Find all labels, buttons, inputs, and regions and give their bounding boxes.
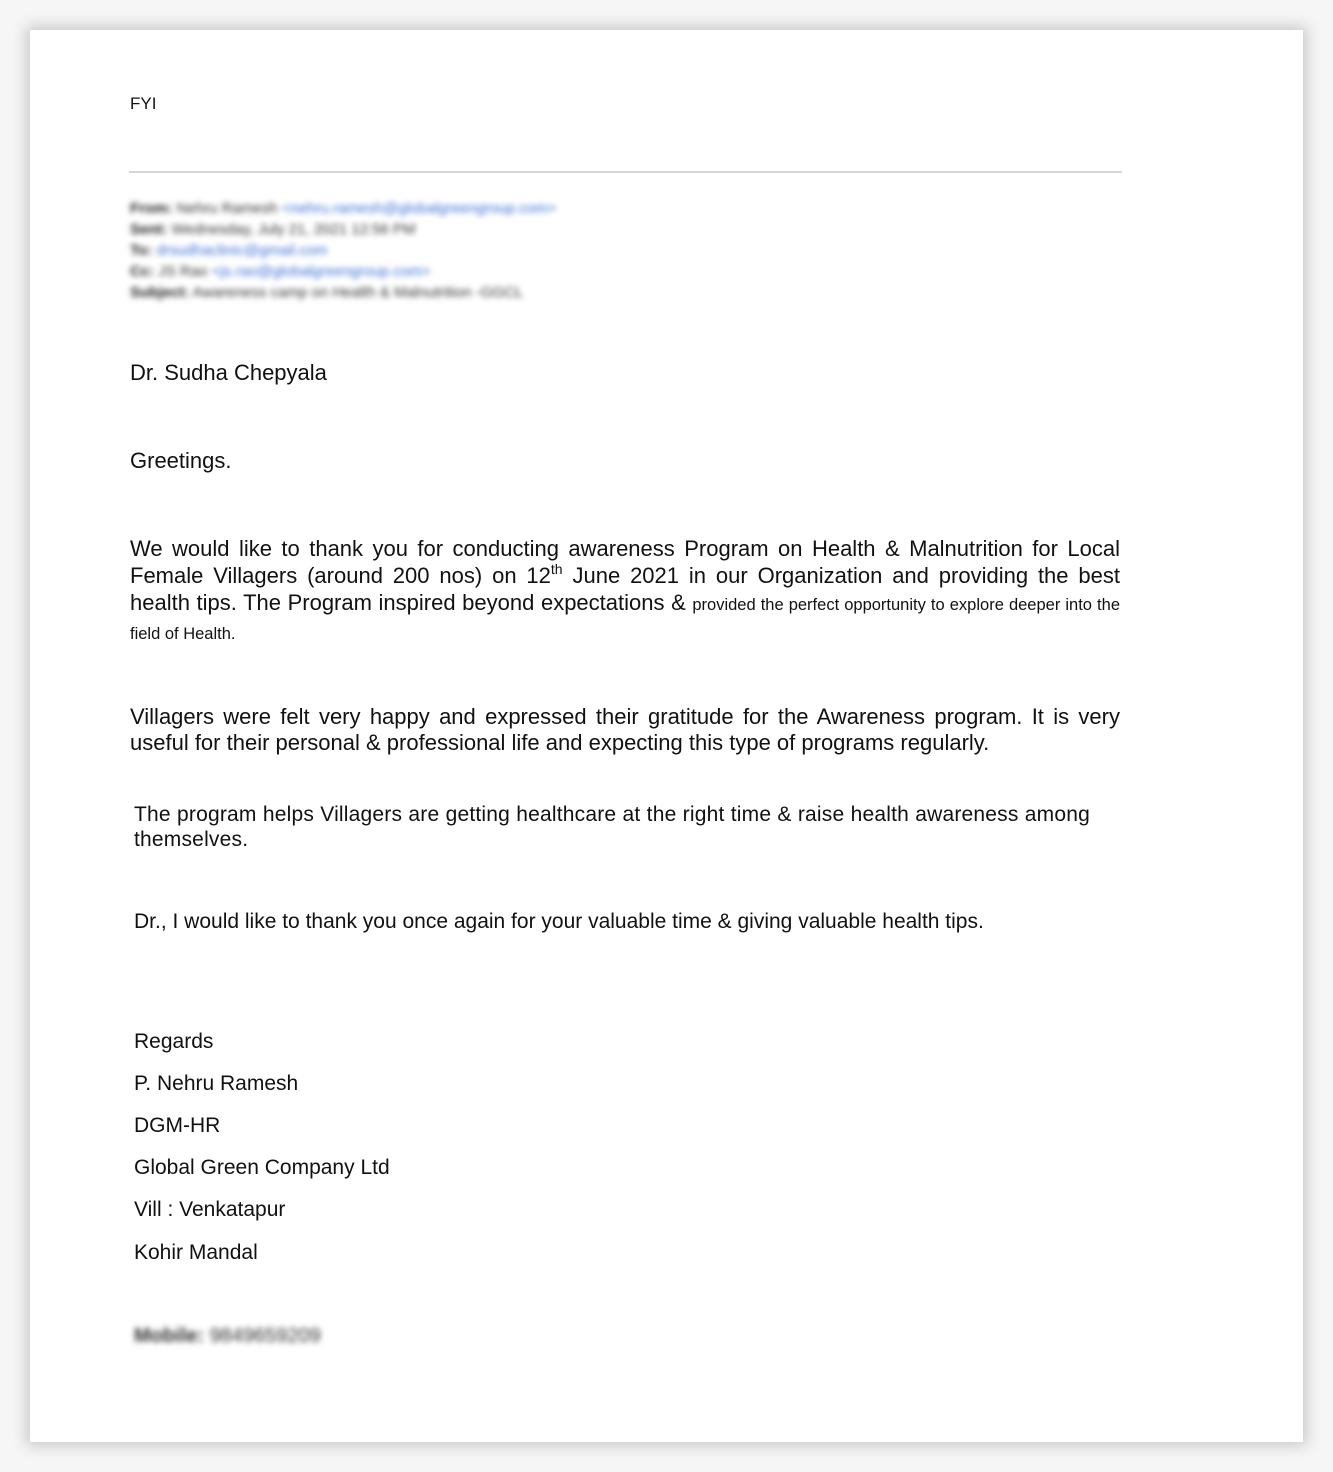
cc-email-link[interactable]: <js.rao@globalgreengroup.com> <box>211 263 431 280</box>
signature-mandal: Kohir Mandal <box>134 1241 258 1264</box>
date-ordinal-suffix: th <box>550 561 563 577</box>
to-email-link[interactable]: drsudhaclinic@gmail.com <box>156 242 328 259</box>
subject-text: Awareness camp on Health & Malnutrition -GGCL <box>192 284 524 301</box>
body-paragraph-3: The program helps Villagers are getting healthcare at the right time & raise health awareness among themselves. <box>134 803 1090 851</box>
email-header-blurred <box>130 198 556 303</box>
body-paragraph-4: Dr., I would like to thank you once again for your valuable time & giving valuable health tips. <box>134 910 984 933</box>
from-email-link[interactable]: <nehru.ramesh@globalgreengroup.com> <box>281 200 557 217</box>
sent-label: Sent: <box>130 221 168 238</box>
signature-title: DGM-HR <box>134 1114 221 1137</box>
from-name: Nehru Ramesh <box>176 200 278 217</box>
cc-name: JS Rao <box>158 263 208 280</box>
mobile-value: 9849659209 <box>209 1325 321 1347</box>
fyi-note: FYI <box>130 94 157 113</box>
from-label: From: <box>130 200 173 217</box>
email-to-line <box>130 240 556 261</box>
mobile-number-blurred <box>134 1325 321 1348</box>
signature-regards: Regards <box>134 1030 214 1053</box>
signature-company: Global Green Company Ltd <box>134 1156 390 1179</box>
para1-text-a: We would like to thank you for conducting awareness Program on Health & Malnutrition for Local Female Villagers (around 200 nos) on 12 <box>130 536 1120 588</box>
email-from-line <box>130 198 556 219</box>
body-paragraph-1 <box>130 535 1120 647</box>
salutation: Dr. Sudha Chepyala <box>130 360 327 385</box>
greeting: Greetings. <box>130 448 232 473</box>
subject-label: Subject: <box>130 284 190 301</box>
email-sent-line <box>130 219 556 240</box>
email-cc-line <box>130 261 556 282</box>
email-subject-line <box>130 282 556 303</box>
signature-village: Vill : Venkatapur <box>134 1198 286 1221</box>
header-divider <box>129 171 1122 173</box>
cc-label: Cc: <box>130 263 155 280</box>
sent-date: Wednesday, July 21, 2021 12:56 PM <box>171 221 416 238</box>
para1-small-text: provided the perfect opportunity to explore deeper into the field of Health. <box>130 596 1120 643</box>
signature-name: P. Nehru Ramesh <box>134 1072 299 1095</box>
letter-page <box>30 30 1303 1442</box>
para1-text-b: June 2021 in our Organization and providing the best health tips. The Program inspired beyond expectations & <box>130 563 1120 615</box>
mobile-label: Mobile: <box>134 1325 204 1347</box>
body-paragraph-2: Villagers were felt very happy and expressed their gratitude for the Awareness program. It is very useful for their personal & professional life and expecting this type of programs regularly. <box>130 704 1120 755</box>
to-label: To: <box>130 242 153 259</box>
